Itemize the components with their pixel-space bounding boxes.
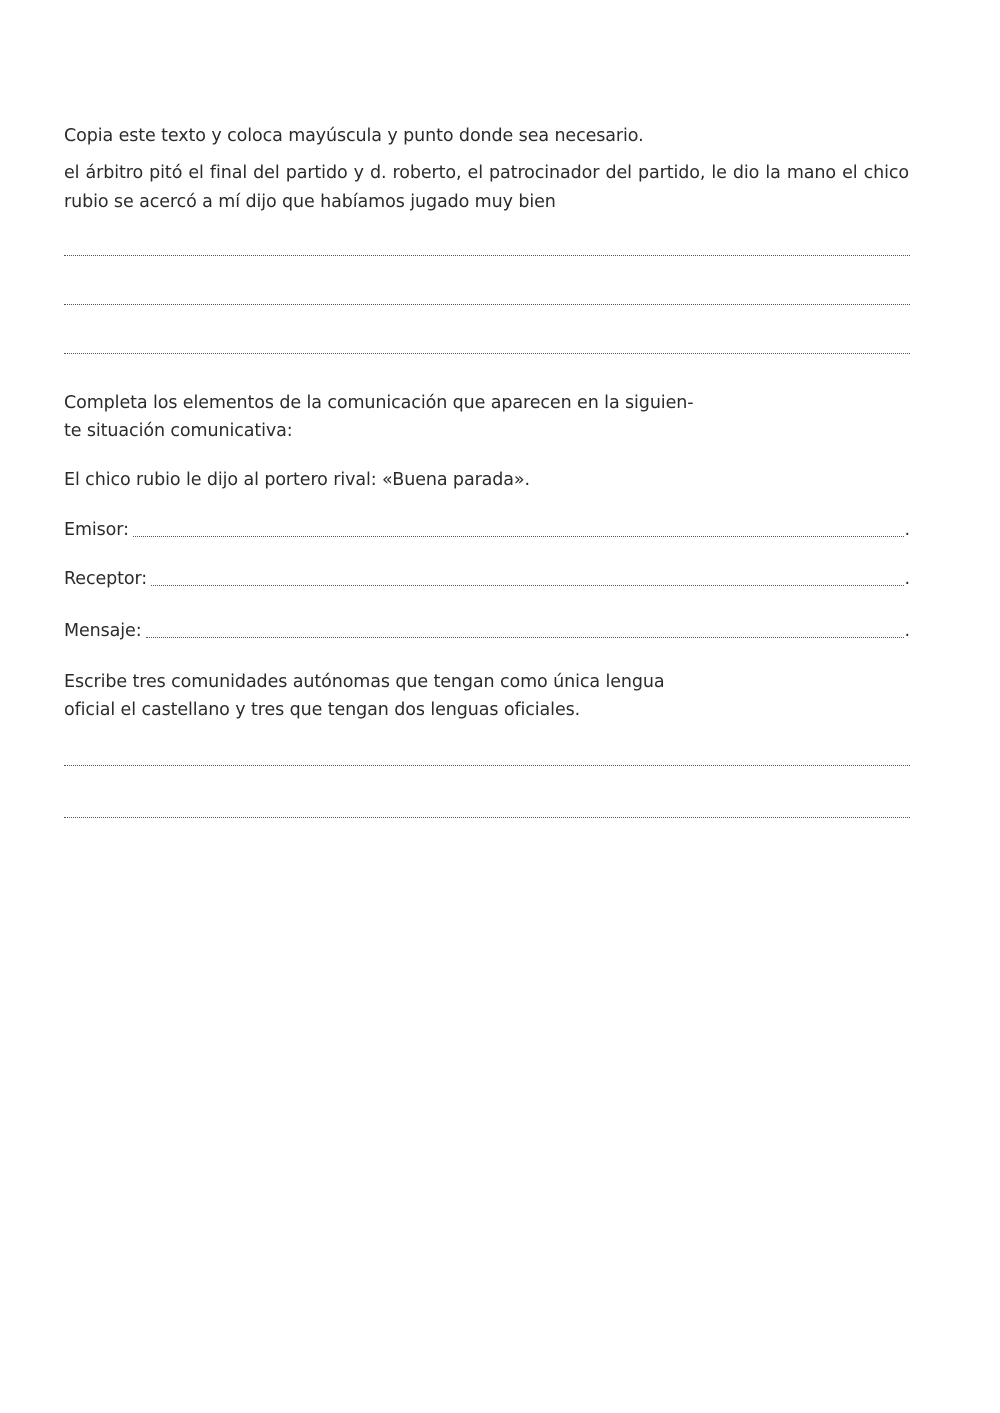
mensaje-answer-line[interactable] — [146, 637, 904, 638]
answer-line-2[interactable] — [64, 304, 910, 305]
receptor-end-mark: . — [904, 569, 910, 589]
exercise-2-instruction-line-1: Completa los elementos de la comunicación que aparecen en la siguien- — [64, 393, 694, 413]
mensaje-end-mark: . — [904, 621, 910, 641]
emisor-answer-line[interactable] — [133, 536, 904, 537]
exercise-2-instruction-line-2: te situación comunicativa: — [64, 421, 293, 441]
answer-line-1[interactable] — [64, 255, 910, 256]
emisor-end-mark: . — [904, 520, 910, 540]
answer-line-3[interactable] — [64, 353, 910, 354]
receptor-answer-line[interactable] — [151, 585, 903, 586]
emisor-field[interactable] — [64, 518, 910, 542]
mensaje-label: Mensaje: — [64, 621, 142, 641]
emisor-label: Emisor: — [64, 520, 129, 540]
exercise-3-instruction-line-2: oficial el castellano y tres que tengan dos lenguas oficiales. — [64, 700, 581, 720]
communication-situation: El chico rubio le dijo al portero rival: «Buena parada». — [64, 470, 530, 490]
exercise-1-instruction: Copia este texto y coloca mayúscula y punto donde sea necesario. — [64, 126, 644, 146]
answer-line-4[interactable] — [64, 765, 910, 766]
exercise-3-instruction-line-1: Escribe tres comunidades autónomas que tengan como única lengua — [64, 672, 665, 692]
receptor-label: Receptor: — [64, 569, 148, 589]
answer-line-5[interactable] — [64, 817, 910, 818]
receptor-field[interactable] — [64, 567, 910, 591]
exercise-1-text: el árbitro pitó el final del partido y d. roberto, el patrocinador del partido, le dio la mano el chico rubio se acercó a mí dijo que habíamos jugado muy bien — [64, 163, 909, 212]
mensaje-field[interactable] — [64, 619, 910, 643]
